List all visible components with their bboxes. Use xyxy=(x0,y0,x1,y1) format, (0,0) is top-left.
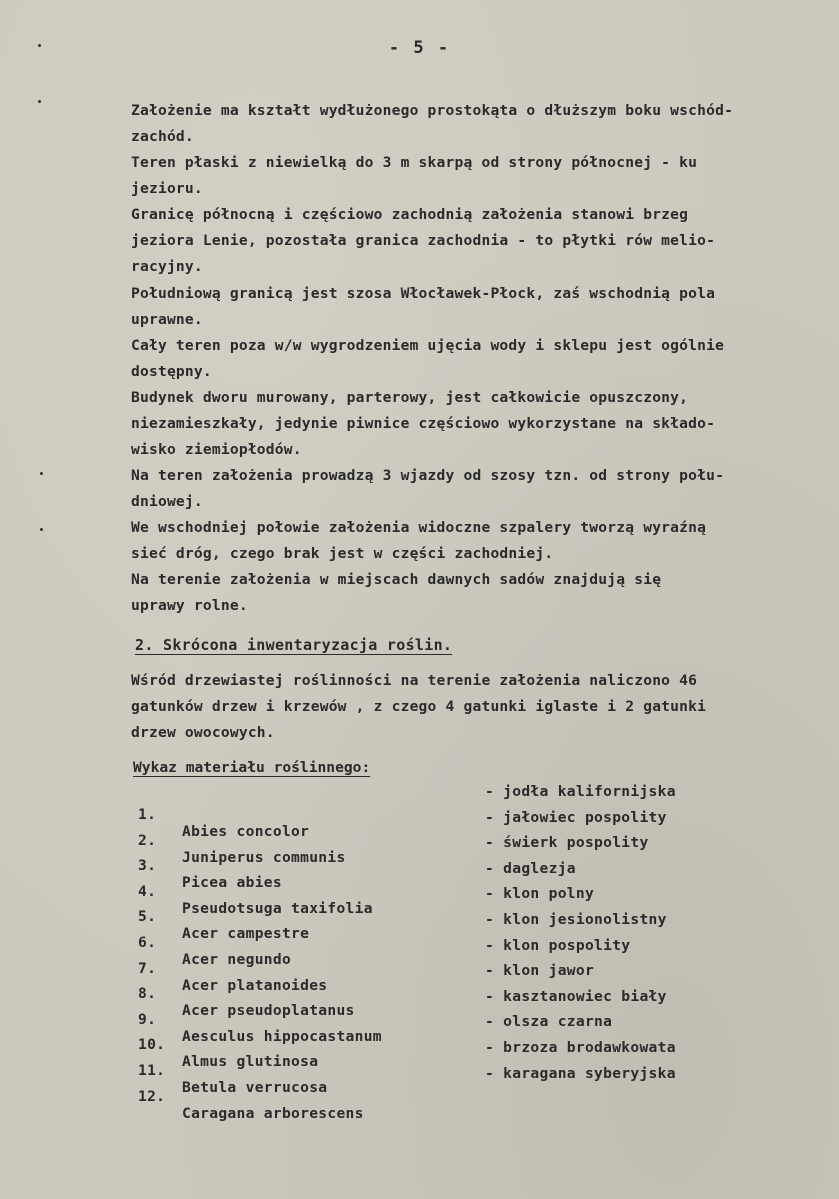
text-line: We wschodniej połowie założenia widoczne szpalery tworzą wyraźną xyxy=(131,519,707,536)
plant-number: 9. xyxy=(138,1010,157,1028)
paper-speck xyxy=(40,528,43,531)
text-line: Granicę północną i częściowo zachodnią założenia stanowi brzeg xyxy=(131,206,689,223)
paper-speck xyxy=(38,100,41,103)
plant-number: 10. xyxy=(138,1036,166,1054)
text-line: Założenie ma kształt wydłużonego prostokąta o dłuższym boku wschód- xyxy=(131,102,734,119)
plant-polish-name: - jałowiec pospolity xyxy=(485,808,667,826)
text-line: wisko ziemiopłodów. xyxy=(131,441,302,458)
text-line: uprawne. xyxy=(131,311,203,328)
plant-polish-name: - karagana syberyjska xyxy=(485,1064,676,1082)
plant-polish-name: - klon polny xyxy=(485,885,595,903)
plant-polish-name: - brzoza brodawkowata xyxy=(485,1038,676,1056)
plant-polish-name: - świerk pospolity xyxy=(485,834,649,852)
page-number: - 5 - xyxy=(388,38,451,58)
plant-number: 5. xyxy=(138,908,157,926)
plant-polish-name: - klon jesionolistny xyxy=(485,910,667,928)
text-line: gatunków drzew i krzewów , z czego 4 gatunki iglaste i 2 gatunki xyxy=(131,698,707,715)
text-line: Południową granicą jest szosa Włocławek-Płock, zaś wschodnią pola xyxy=(131,285,716,302)
plant-latin-name: Betula verrucosa xyxy=(182,1078,328,1096)
plant-latin-name: Caragana arborescens xyxy=(182,1104,364,1122)
text-line: Wśród drzewiastej roślinności na terenie założenia naliczono 46 xyxy=(131,672,698,689)
plant-latin-name: Acer campestre xyxy=(182,925,310,943)
plant-number: 12. xyxy=(138,1087,166,1105)
text-line: Na terenie założenia w miejscach dawnych sadów znajdują się xyxy=(131,571,662,588)
plant-polish-name: - klon pospolity xyxy=(485,936,631,954)
text-line: sieć dróg, czego brak jest w części zachodniej. xyxy=(131,545,554,562)
text-line: uprawy rolne. xyxy=(131,597,248,614)
text-line: Cały teren poza w/w wygrodzeniem ujęcia wody i sklepu jest ogólnie xyxy=(131,337,725,354)
text-line: jeziora Lenie, pozostała granica zachodnia - to płytki rów melio- xyxy=(131,232,716,249)
plant-number: 8. xyxy=(138,985,157,1003)
plant-number: 1. xyxy=(138,806,157,823)
plant-list-heading: Wykaz materiału roślinnego: xyxy=(133,759,371,776)
plant-latin-name: Acer negundo xyxy=(182,950,292,968)
text-line: Teren płaski z niewielką do 3 m skarpą od strony północnej - ku xyxy=(131,154,698,171)
plant-latin-name: Acer pseudoplatanus xyxy=(182,1002,355,1020)
text-line: dostępny. xyxy=(131,363,212,380)
plant-number: 2. xyxy=(138,831,157,849)
plant-polish-name: - kasztanowiec biały xyxy=(485,987,667,1005)
text-line: drzew owocowych. xyxy=(131,724,275,741)
text-line: zachód. xyxy=(131,128,194,145)
plant-latin-name: Aesculus hippocastanum xyxy=(182,1027,382,1045)
plant-latin-name: Pseudotsuga taxifolia xyxy=(182,899,373,917)
plant-number: 3. xyxy=(138,857,157,875)
plant-number: 4. xyxy=(138,882,157,900)
text-line: dniowej. xyxy=(131,493,203,510)
plant-latin-name: Juniperus communis xyxy=(182,848,346,866)
text-line: Budynek dworu murowany, parterowy, jest całkowicie opuszczony, xyxy=(131,389,689,406)
plant-number: 11. xyxy=(138,1061,166,1079)
plant-polish-name: - jodła kalifornijska xyxy=(485,783,676,800)
text-line: niezamieszkały, jedynie piwnice częściowo wykorzystane na składo- xyxy=(131,415,716,432)
paper-speck xyxy=(40,472,43,475)
plant-list xyxy=(138,783,818,1122)
text-line: Na teren założenia prowadzą 3 wjazdy od szosy tzn. od strony połu- xyxy=(131,467,725,484)
plant-latin-name: Almus glutinosa xyxy=(182,1053,319,1071)
plant-latin-name: Acer platanoides xyxy=(182,976,328,994)
section-heading: 2. Skrócona inwentaryzacja roślin. xyxy=(135,636,453,654)
text-line: racyjny. xyxy=(131,258,203,275)
plant-latin-name: Abies concolor xyxy=(182,823,310,840)
plant-number: 7. xyxy=(138,959,157,977)
plant-polish-name: - daglezja xyxy=(485,859,576,877)
plant-number: 6. xyxy=(138,933,157,951)
plant-polish-name: - klon jawor xyxy=(485,962,595,980)
text-line: jezioru. xyxy=(131,180,203,197)
plant-polish-name: - olsza czarna xyxy=(485,1013,613,1031)
plant-latin-name: Picea abies xyxy=(182,874,282,892)
